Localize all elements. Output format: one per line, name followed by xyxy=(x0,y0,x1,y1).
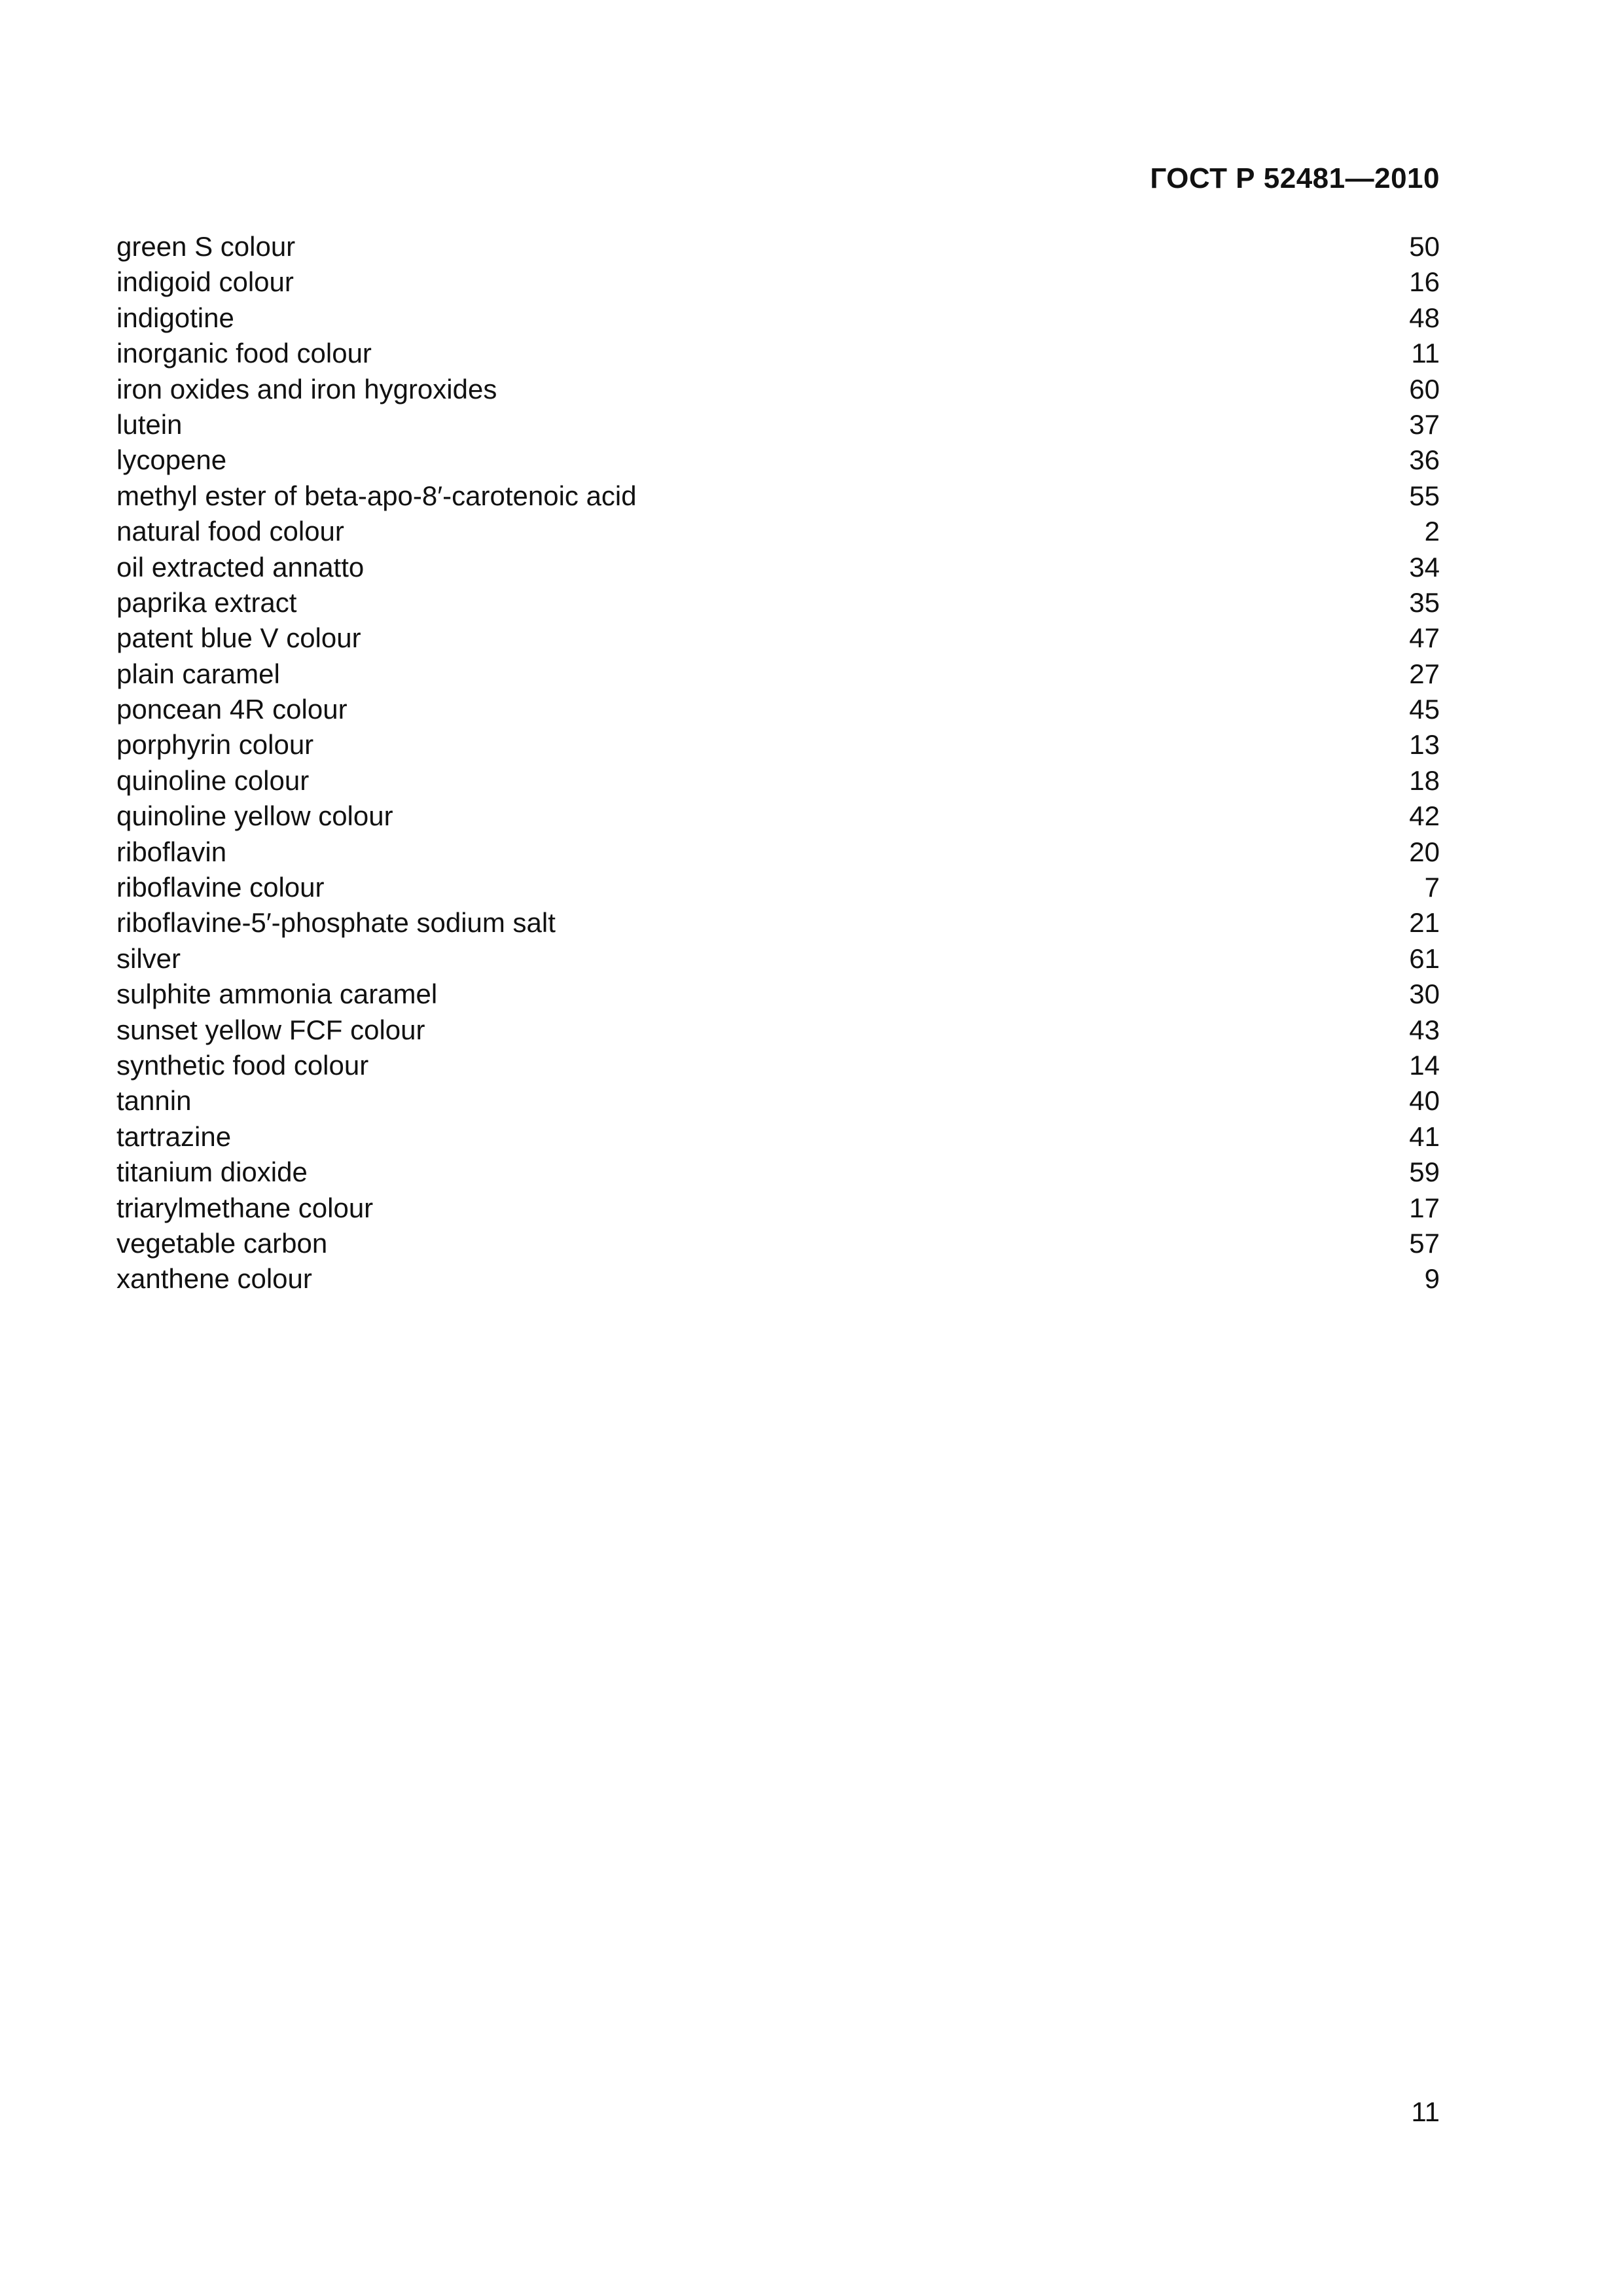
index-term: triarylmethane colour xyxy=(116,1192,374,1223)
index-entry xyxy=(116,514,1440,549)
index-term: lycopene xyxy=(116,444,227,476)
alphabetical-index xyxy=(116,229,1440,1297)
index-term: synthetic food colour xyxy=(116,1049,369,1081)
index-entry xyxy=(116,834,1440,870)
index-term: patent blue V colour xyxy=(116,622,361,654)
index-ref: 34 xyxy=(1409,551,1440,583)
index-ref: 42 xyxy=(1409,800,1440,832)
index-ref: 57 xyxy=(1409,1227,1440,1259)
index-entry xyxy=(116,1226,1440,1261)
index-entry xyxy=(116,372,1440,407)
index-term: iron oxides and iron hygroxides xyxy=(116,373,497,404)
index-entry xyxy=(116,727,1440,762)
index-term: quinoline yellow colour xyxy=(116,800,393,832)
index-entry xyxy=(116,1191,1440,1226)
index-term: poncean 4R colour xyxy=(116,694,348,725)
index-entry xyxy=(116,620,1440,656)
index-term: indigotine xyxy=(116,302,234,333)
index-term: sulphite ammonia caramel xyxy=(116,978,438,1010)
index-term: methyl ester of beta-apo-8′-carotenoic acid xyxy=(116,480,637,511)
index-term: natural food colour xyxy=(116,516,344,547)
index-entry xyxy=(116,585,1440,620)
index-term: xanthene colour xyxy=(116,1263,312,1295)
index-term: titanium dioxide xyxy=(116,1157,308,1188)
index-ref: 27 xyxy=(1409,658,1440,689)
index-entry xyxy=(116,870,1440,905)
index-term: riboflavin xyxy=(116,836,227,867)
index-entry xyxy=(116,407,1440,442)
index-entry xyxy=(116,336,1440,371)
index-term: lutein xyxy=(116,408,183,440)
index-term: tartrazine xyxy=(116,1121,232,1152)
index-term: silver xyxy=(116,942,181,974)
index-entry xyxy=(116,941,1440,977)
index-entry xyxy=(116,798,1440,834)
index-ref: 20 xyxy=(1409,836,1440,867)
index-ref: 60 xyxy=(1409,373,1440,404)
index-ref: 30 xyxy=(1409,978,1440,1010)
index-ref: 16 xyxy=(1409,266,1440,298)
page-number: 11 xyxy=(1411,2096,1440,2127)
index-ref: 17 xyxy=(1409,1192,1440,1223)
index-ref: 7 xyxy=(1424,872,1440,903)
index-term: quinoline colour xyxy=(116,764,310,796)
index-ref: 41 xyxy=(1409,1121,1440,1152)
index-term: riboflavine-5′-phosphate sodium salt xyxy=(116,907,556,939)
index-ref: 11 xyxy=(1411,338,1440,369)
index-entry xyxy=(116,550,1440,585)
index-term: oil extracted annatto xyxy=(116,551,365,583)
index-ref: 14 xyxy=(1409,1049,1440,1081)
index-ref: 13 xyxy=(1409,729,1440,761)
index-ref: 43 xyxy=(1409,1014,1440,1045)
index-entry xyxy=(116,692,1440,727)
index-entry xyxy=(116,763,1440,798)
index-entry xyxy=(116,442,1440,478)
index-ref: 2 xyxy=(1424,516,1440,547)
index-ref: 45 xyxy=(1409,694,1440,725)
index-ref: 36 xyxy=(1409,444,1440,476)
index-term: paprika extract xyxy=(116,586,297,618)
index-term: riboflavine colour xyxy=(116,872,325,903)
index-entry xyxy=(116,264,1440,300)
index-ref: 40 xyxy=(1409,1085,1440,1117)
index-term: green S colour xyxy=(116,231,296,262)
index-entry xyxy=(116,1013,1440,1048)
index-entry xyxy=(116,1155,1440,1190)
index-entry xyxy=(116,1261,1440,1297)
index-entry xyxy=(116,1083,1440,1119)
index-entry xyxy=(116,977,1440,1012)
index-ref: 50 xyxy=(1409,231,1440,262)
index-entry xyxy=(116,229,1440,264)
index-ref: 48 xyxy=(1409,302,1440,333)
index-ref: 35 xyxy=(1409,586,1440,618)
index-entry xyxy=(116,478,1440,514)
index-term: porphyrin colour xyxy=(116,729,314,761)
index-ref: 55 xyxy=(1409,480,1440,511)
index-entry xyxy=(116,1119,1440,1155)
index-entry xyxy=(116,905,1440,941)
document-code: ГОСТ Р 52481—2010 xyxy=(1150,162,1440,194)
index-ref: 61 xyxy=(1409,942,1440,974)
index-term: plain caramel xyxy=(116,658,280,689)
index-entry xyxy=(116,1048,1440,1083)
index-term: sunset yellow FCF colour xyxy=(116,1014,425,1045)
index-ref: 59 xyxy=(1409,1157,1440,1188)
index-term: inorganic food colour xyxy=(116,338,372,369)
index-ref: 18 xyxy=(1409,764,1440,796)
index-term: indigoid colour xyxy=(116,266,294,298)
index-ref: 47 xyxy=(1409,622,1440,654)
index-term: vegetable carbon xyxy=(116,1227,328,1259)
index-ref: 37 xyxy=(1409,408,1440,440)
index-term: tannin xyxy=(116,1085,192,1117)
index-ref: 21 xyxy=(1409,907,1440,939)
index-entry xyxy=(116,656,1440,692)
index-ref: 9 xyxy=(1424,1263,1440,1295)
index-entry xyxy=(116,300,1440,336)
